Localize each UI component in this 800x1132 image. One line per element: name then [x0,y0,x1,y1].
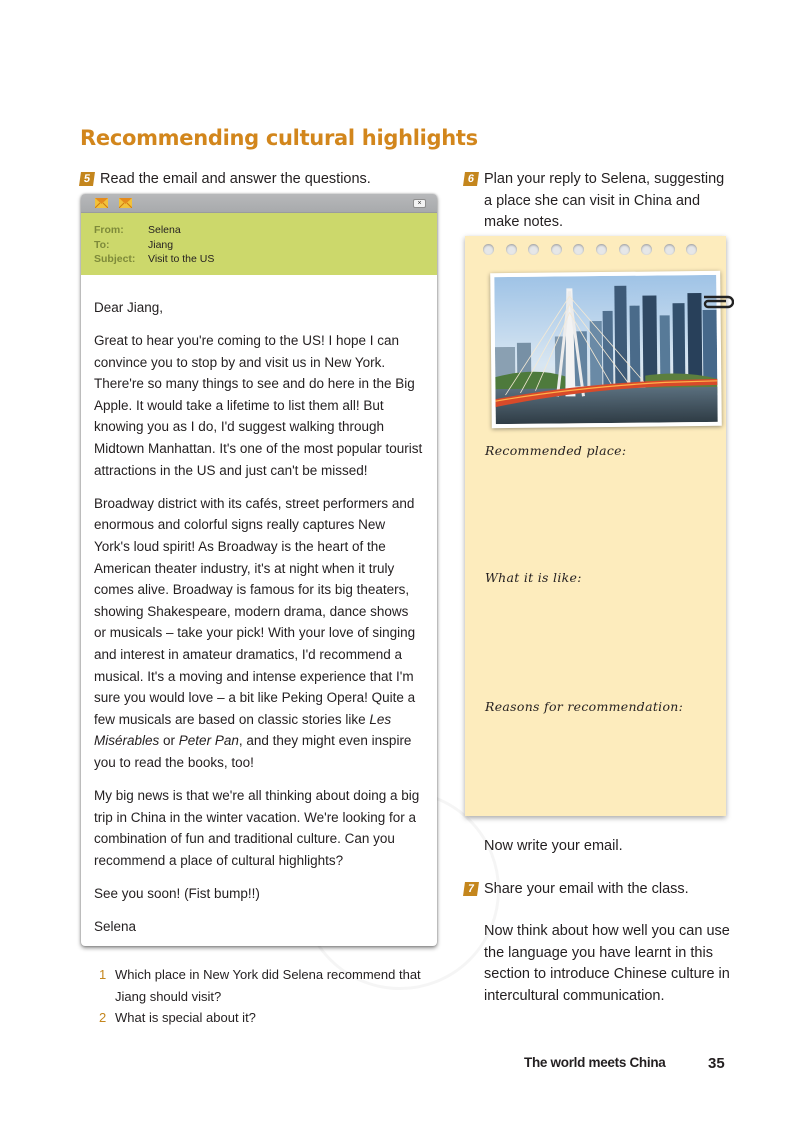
binding-hole [528,244,539,255]
email-paragraph: My big news is that we're all thinking about doing a big trip in China in the winter vacation. We're looking for a combination of fun and traditional culture. Can you recommend a place of cultural highlights? [94,787,420,868]
paperclip-icon [700,294,734,310]
binding-hole [573,244,584,255]
binding-hole [551,244,562,255]
email-paragraph: Great to hear you're coming to the US! I hope I can convince you to stop by and visit us in New York. There're so many things to see and do here in the Big Apple. It would take a lifetime to list them all! But knowing you as I do, I'd suggest walking through Midtown Manhattan. It's one of the most popular tourist attractions in the US and just can't be missed! [94,333,423,478]
question-item [99,1007,444,1029]
from-label: From: [94,224,124,236]
email-header [81,213,437,275]
task-text: Share your email with the class. [484,881,689,897]
email-window [81,194,437,946]
question-item [99,964,444,1007]
email-signature: Selena [94,918,137,934]
binding-hole [619,244,630,255]
email-text: or [159,733,179,749]
footer-title: The world meets China [524,1055,666,1070]
question-number: 1 [99,967,107,982]
binding-hole [483,244,494,255]
email-greeting: Dear Jiang, [94,300,164,315]
question-text: Which place in New York did Selena recommend that Jiang should visit? [115,967,421,1004]
subject-label: Subject: [94,253,136,266]
email-body [81,275,437,938]
question-text: What is special about it? [115,1010,256,1026]
write-prompt: Now write your email. [484,838,623,854]
binding-hole [686,244,697,255]
to-value: Jiang [148,238,174,251]
task-5-instruction [80,169,450,191]
page-number: 35 [708,1055,725,1072]
email-text: , and they might even inspire you to read the books, too! [94,733,412,770]
task-number-badge: 5 [79,172,95,186]
to-label: To: [94,238,110,251]
close-button[interactable]: × [413,199,426,208]
task-text: Plan your reply to Selena, suggesting a place she can visit in China and make notes. [484,171,725,230]
city-skyline-image [494,275,718,424]
binding-hole [596,244,607,255]
city-bridge-photo [490,271,722,428]
email-text: Broadway district with its cafés, street performers and enormous and colorful signs really captures New York's loud spirit! As Broadway is the heart of the American theater industry, it's at night when it truly comes alive. Broadway is famous for its big theaters, showing Shakespeare, modern drama, dance shows or musicals – take your pick! With your love of singing and interest in amateur dramatics, I'd recommend a musical. It's a moving and intense experience that I'm sure you would love – a bit like Peking Opera! Quite a few musicals are based on classic stories like [94,495,416,727]
questions-list [99,964,444,1029]
task-7-instruction [464,879,734,901]
question-number: 2 [99,1010,107,1026]
task-6-instruction [464,169,734,234]
task-number-badge: 6 [463,172,479,186]
task-text: Read the email and answer the questions. [100,171,371,187]
reasons-label: Reasons for recommendation: [485,699,684,714]
email-closing: See you soon! (Fist bump!!) [94,885,260,901]
notepad-binding-holes [483,244,697,255]
envelope-icon [95,198,108,208]
envelope-icon [119,198,132,208]
binding-hole [506,244,517,255]
task-number-badge: 7 [463,882,479,896]
what-it-is-like-label: What it is like: [485,570,582,585]
reflection-text: Now think about how well you can use the language you have learnt in this section to introduce Chinese culture in intercultural communication. [484,923,730,1004]
section-title: Recommending cultural highlights [80,126,478,150]
recommended-place-label: Recommended place: [485,443,627,458]
subject-value: Visit to the US [148,253,215,266]
notepad [465,236,726,816]
email-paragraph [94,493,423,774]
book-title: Les Misérables [94,711,392,749]
binding-hole [641,244,652,255]
binding-hole [664,244,675,255]
book-title: Peter Pan [178,733,239,749]
email-title-bar [81,194,437,213]
from-value: Selena [148,224,181,236]
